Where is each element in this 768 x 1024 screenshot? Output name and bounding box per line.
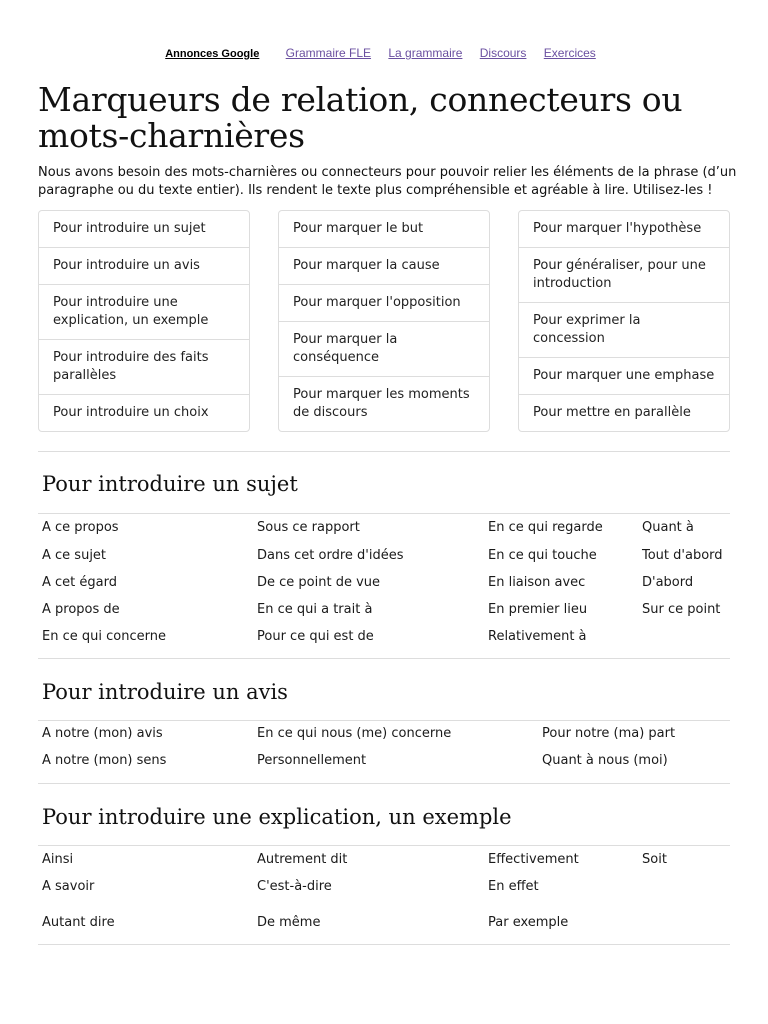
- menu-item-hypothese[interactable]: Pour marquer l'hypothèse: [519, 211, 729, 248]
- table-cell: En ce qui concerne: [42, 629, 166, 644]
- ads-bar: [0, 46, 768, 60]
- menu-item-but[interactable]: Pour marquer le but: [279, 211, 489, 248]
- table-row: [38, 596, 730, 623]
- section-title-explication: Pour introduire une explication, un exemple: [42, 805, 512, 829]
- table-cell: Soit: [642, 851, 667, 867]
- section-title-sujet: Pour introduire un sujet: [42, 472, 298, 496]
- table-cell: Pour notre (ma) part: [542, 726, 676, 742]
- table-row: [38, 569, 730, 596]
- table-cell: Personnellement: [257, 752, 367, 768]
- table-cell: Tout d'abord: [642, 547, 723, 563]
- table-cell: Autrement dit: [257, 851, 348, 867]
- table-cell: Par exemple: [488, 914, 569, 930]
- table-cell: Ainsi: [42, 851, 74, 867]
- table-cell: [638, 873, 730, 901]
- menu-item-explication[interactable]: Pour introduire une explication, un exemple: [39, 285, 249, 340]
- menu-item-sujet[interactable]: Pour introduire un sujet: [39, 211, 249, 248]
- menu-item-cause[interactable]: Pour marquer la cause: [279, 248, 489, 285]
- menu-item-concession[interactable]: Pour exprimer la concession: [519, 303, 729, 358]
- table-cell: [638, 901, 730, 945]
- menu-item-parallele[interactable]: Pour mettre en parallèle: [533, 405, 691, 420]
- menu-column-2: [278, 210, 490, 432]
- section-sujet: [38, 451, 730, 644]
- ad-link-exercices[interactable]: Exercices: [543, 46, 596, 60]
- page-title: Marqueurs de relation, connecteurs ou mots-charnières: [38, 80, 683, 155]
- menu-item-faits-paralleles[interactable]: Pour introduire des faits parallèles: [39, 340, 249, 395]
- menu-column-1: [38, 210, 250, 432]
- table-cell: De ce point de vue: [257, 574, 381, 590]
- table-cell: Dans cet ordre d'idées: [257, 547, 404, 563]
- table-cell: Sur ce point: [642, 601, 721, 617]
- ad-link-discours[interactable]: Discours: [479, 46, 527, 60]
- table-cell: De même: [257, 914, 321, 930]
- menu-item-choix[interactable]: Pour introduire un choix: [53, 405, 209, 420]
- table-cell: A notre (mon) sens: [42, 752, 167, 768]
- table-cell: Quant à: [642, 520, 694, 536]
- menu-item-consequence[interactable]: Pour marquer la conséquence: [279, 322, 489, 377]
- table-cell: Pour ce qui est de: [257, 629, 374, 644]
- table-cell: Sous ce rapport: [257, 520, 360, 536]
- table-cell: En effet: [488, 879, 539, 894]
- menu-item-avis[interactable]: Pour introduire un avis: [39, 248, 249, 285]
- table-row: [38, 846, 730, 873]
- ads-label[interactable]: Annonces Google: [165, 48, 260, 60]
- ad-link-la-grammaire[interactable]: La grammaire: [388, 46, 463, 60]
- table-cell: D'abord: [642, 574, 694, 590]
- table-cell: A savoir: [42, 879, 95, 894]
- table-row: [38, 901, 730, 945]
- table-cell: [638, 623, 730, 651]
- table-row: [38, 514, 730, 542]
- table-cell: Autant dire: [42, 914, 115, 930]
- table-row: [38, 721, 730, 747]
- table-cell: A propos de: [42, 601, 120, 617]
- table-sujet: [38, 513, 730, 651]
- table-cell: Relativement à: [488, 629, 587, 644]
- table-cell: En ce qui regarde: [488, 520, 603, 536]
- table-cell: Quant à nous (moi): [542, 752, 668, 768]
- table-cell: A ce propos: [42, 520, 119, 536]
- table-cell: Effectivement: [488, 851, 579, 867]
- table-row: [38, 873, 730, 901]
- section-explication: [38, 783, 730, 930]
- table-row: [38, 623, 730, 651]
- table-cell: En ce qui touche: [488, 547, 597, 563]
- table-cell: A notre (mon) avis: [42, 726, 163, 742]
- menu-item-emphase[interactable]: Pour marquer une emphase: [519, 358, 729, 395]
- section-avis: [38, 658, 730, 768]
- table-explication: [38, 845, 730, 945]
- table-cell: A ce sujet: [42, 547, 107, 563]
- ad-link-grammaire-fle[interactable]: Grammaire FLE: [285, 46, 372, 60]
- menu-item-generaliser[interactable]: Pour généraliser, pour une introduction: [519, 248, 729, 303]
- menu-item-moments-discours[interactable]: Pour marquer les moments de discours: [293, 387, 470, 420]
- table-cell: En ce qui a trait à: [257, 601, 373, 617]
- table-row: [38, 747, 730, 774]
- menu-item-opposition[interactable]: Pour marquer l'opposition: [279, 285, 489, 322]
- intro-text: Nous avons besoin des mots-charnières ou connecteurs pour pouvoir relier les éléments de la phrase (d’un paragraphe ou du texte entier). Ils rendent le texte plus compréhensible et agréable à lire. Utilisez-les !: [38, 165, 737, 198]
- menu-column-3: [518, 210, 730, 432]
- table-cell: A cet égard: [42, 574, 117, 590]
- table-cell: En liaison avec: [488, 574, 586, 590]
- section-title-avis: Pour introduire un avis: [42, 680, 288, 704]
- table-row: [38, 542, 730, 569]
- table-avis: [38, 720, 730, 774]
- table-cell: En premier lieu: [488, 601, 588, 617]
- table-cell: C'est-à-dire: [257, 879, 332, 894]
- table-cell: En ce qui nous (me) concerne: [257, 726, 452, 742]
